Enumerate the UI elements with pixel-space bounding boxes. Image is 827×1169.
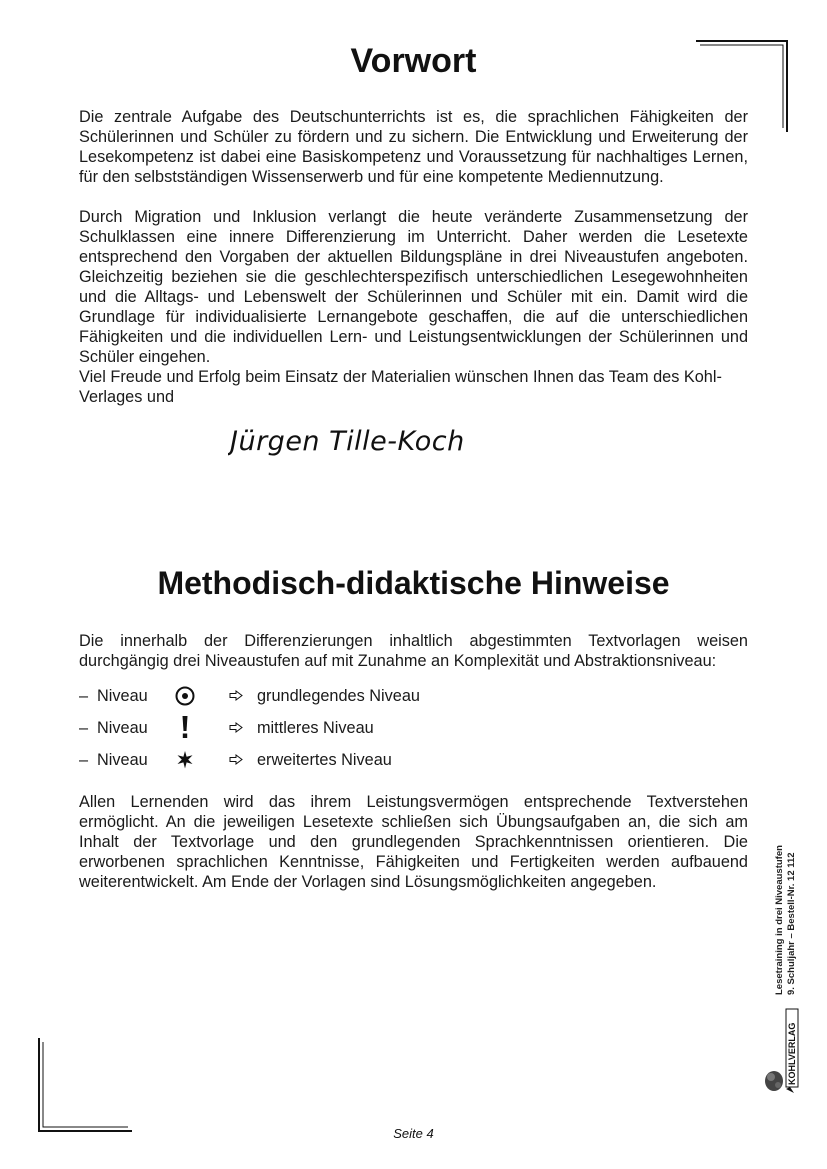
exclamation-icon [175, 715, 195, 739]
hinweise-intro: Die innerhalb der Differenzierungen inhaltlich abgestimmten Textvorlagen weisen durchgängig drei Niveaustufen auf mit Zunahme an Komplexität und Abstraktionsniveau: [79, 632, 748, 670]
star-icon [175, 747, 195, 771]
section-title-vorwort: Vorwort [350, 42, 477, 80]
level-row-basic [79, 682, 499, 710]
list-dash: – [79, 719, 89, 737]
level-description: mittleres Niveau [257, 719, 374, 737]
sidebar-line-2: 9. Schuljahr – Bestell-Nr. 12 112 [786, 852, 797, 995]
vorwort-paragraph-2: Durch Migration und Inklusion verlangt die heute veränderte Zusammensetzung der Schulklassen eine innere Differenzierung im Unterricht. Daher werden die Lesetexte entsprechend den Vorgaben der aktuellen Bildungspläne in drei Niveaustufen angeboten. Gleichzeitig beziehen sie die geschlechterspezifisch unterschiedlichen Lesegewohnheiten und die Alltags- und Lebenswelt der Schülerinnen und Schüler mit ein. Damit wird die Grundlage für individualisierte Lernangebote geschaffen, die auf die unterschiedlichen Fähigkeiten und die individuellen Lern- und Leistungsentwicklungen der Schülerinnen und Schüler eingehen. [79, 208, 748, 366]
svg-text:KOHLVERLAG: KOHLVERLAG [787, 1022, 797, 1085]
arrow-right-icon [229, 690, 243, 701]
signature [228, 420, 488, 466]
arrow-right-icon [229, 754, 243, 765]
sidebar-line-1: Lesetraining in drei Niveaustufen [774, 845, 785, 995]
svg-text:Jürgen Tille-Koch: Jürgen Tille-Koch [230, 426, 465, 457]
sidebar-publication-info [774, 845, 798, 995]
level-description: erweitertes Niveau [257, 751, 392, 769]
list-dash: – [79, 687, 89, 705]
level-row-medium [79, 714, 499, 742]
corner-frame-bottom-left [38, 1038, 132, 1132]
level-label: Niveau [97, 687, 148, 705]
publisher-logo [762, 1005, 802, 1095]
level-label: Niveau [97, 719, 148, 737]
vorwort-paragraph-3: Viel Freude und Erfolg beim Einsatz der Materialien wünschen Ihnen das Team des Kohl-Verlages und [79, 368, 722, 406]
level-label: Niveau [97, 751, 148, 769]
page-number: Seite 4 [393, 1126, 434, 1141]
level-row-advanced [79, 746, 499, 774]
arrow-right-icon [229, 722, 243, 733]
list-dash: – [79, 751, 89, 769]
section-title-hinweise: Methodisch-didaktische Hinweise [157, 565, 670, 601]
circle-dot-icon [175, 683, 195, 707]
hinweise-closing: Allen Lernenden wird das ihrem Leistungsvermögen entsprechende Textverstehen ermöglicht. An die jeweiligen Lesetexte schließen sich Übungsaufgaben an, die sich am Inhalt der Textvorlage und den grundlegenden Sprachkenntnissen orientieren. Die erworbenen sprachlichen Kenntnisse, Fähigkeiten und Fertigkeiten werden aufbauend weiterentwickelt. Am Ende der Vorlagen sind Lösungsmöglichkeiten angegeben. [79, 793, 748, 891]
vorwort-paragraph-1: Die zentrale Aufgabe des Deutschunterrichts ist es, die sprachlichen Fähigkeiten der Schülerinnen und Schüler zu fördern und zu sichern. Die Entwicklung und Erweiterung der Lesekompetenz ist dabei eine Basiskompetenz und Voraussetzung für nachhaltiges Lernen, für den selbstständigen Wissenserwerb und für eine kompetente Mediennutzung. [79, 108, 748, 186]
level-description: grundlegendes Niveau [257, 687, 420, 705]
